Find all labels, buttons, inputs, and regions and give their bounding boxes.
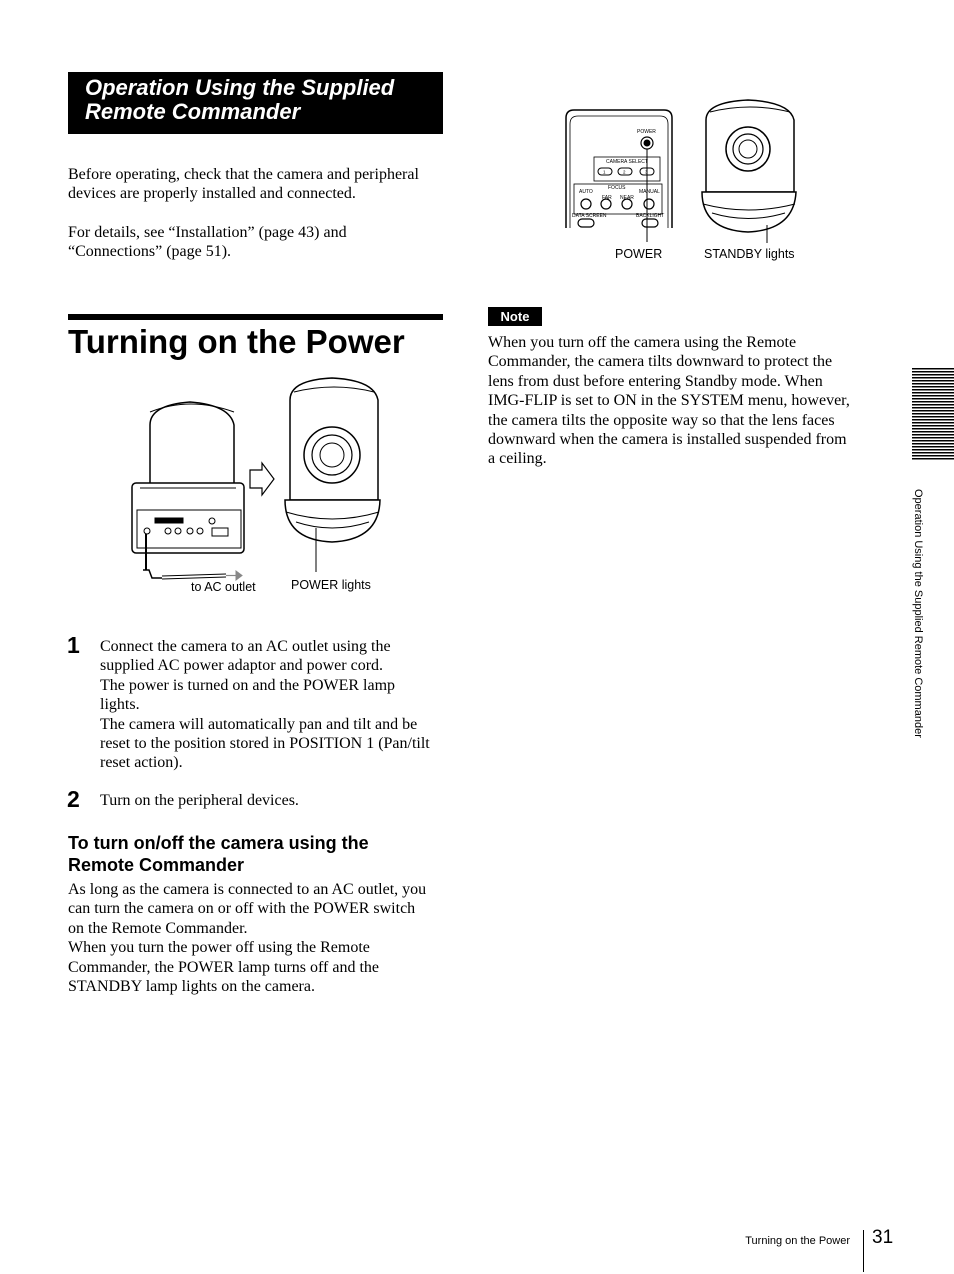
text-line: a ceiling. bbox=[488, 450, 547, 468]
remote-backlight-label: BACKLIGHT bbox=[636, 213, 665, 219]
text-line: When you turn off the camera using the Remote bbox=[488, 334, 797, 351]
text-line: lens from dust before entering Standby mode. When bbox=[488, 372, 823, 390]
remote-btn2-label: 2 bbox=[623, 169, 626, 175]
remote-manual-label: MANUAL bbox=[639, 189, 660, 195]
remote-camera-select-label: CAMERA SELECT bbox=[606, 159, 648, 165]
text-line: downward when the camera is installed suspended from bbox=[488, 431, 847, 449]
figure-label-ac-outlet: to AC outlet bbox=[191, 580, 256, 594]
text-line: on the Remote Commander. bbox=[68, 919, 248, 937]
step-2-text bbox=[100, 791, 450, 810]
text-line: devices are properly installed and connected. bbox=[68, 185, 356, 203]
text-line: IMG-FLIP is set to ON in the SYSTEM menu, however, bbox=[488, 392, 850, 410]
text-line: Commander, the POWER lamp turns off and the bbox=[68, 958, 380, 976]
text-line: Turn on the peripheral devices. bbox=[100, 792, 299, 809]
remote-data-screen-label: DATA SCREEN bbox=[572, 213, 607, 219]
text-line: can turn the camera on or off with the POWER switch bbox=[68, 900, 416, 918]
text-line: Before operating, check that the camera and peripheral bbox=[68, 166, 419, 183]
figure-label-power-lights: POWER lights bbox=[291, 578, 371, 592]
subheading bbox=[68, 832, 448, 876]
text-line: the camera tilts the opposite way so that the lens faces bbox=[488, 411, 835, 429]
section-banner-line1: Operation Using the Supplied bbox=[85, 75, 395, 100]
section-banner-line2: Remote Commander bbox=[85, 99, 301, 124]
figure-label-power: POWER bbox=[615, 247, 663, 261]
remote-auto-label: AUTO bbox=[579, 189, 593, 195]
remote-focus-label: FOCUS bbox=[608, 185, 626, 191]
remote-btn1-label: 1 bbox=[603, 169, 606, 175]
text-line: The camera will automatically pan and tilt and be bbox=[100, 715, 418, 733]
text-line: “Connections” (page 51). bbox=[68, 243, 232, 261]
subsection-paragraph bbox=[68, 880, 452, 996]
figure-label-standby-lights: STANDBY lights bbox=[704, 247, 795, 261]
text-line: reset action). bbox=[100, 754, 183, 772]
text-line: Commander, the camera tilts downward to protect the bbox=[488, 353, 833, 371]
page-heading: Turning on the Power bbox=[68, 323, 405, 360]
step-number: 2 bbox=[67, 786, 80, 812]
page-number: 31 bbox=[872, 1227, 894, 1248]
text-line: For details, see “Installation” (page 43) and bbox=[68, 224, 347, 241]
camera-standby-illustration bbox=[702, 100, 796, 243]
footer-divider bbox=[863, 1230, 864, 1272]
text-line: When you turn the power off using the Remote bbox=[68, 939, 370, 957]
step-number: 1 bbox=[67, 632, 80, 658]
text-line: lights. bbox=[100, 696, 140, 714]
footer-section-label: Turning on the Power bbox=[745, 1235, 850, 1247]
note-badge: Note bbox=[488, 307, 542, 326]
subheading-line2: Remote Commander bbox=[68, 855, 245, 875]
remote-near-label: NEAR bbox=[620, 195, 634, 201]
text-line: As long as the camera is connected to an AC outlet, you bbox=[68, 881, 427, 898]
step-1-text bbox=[100, 637, 450, 773]
side-tab-label: Operation Using the Supplied Remote Commander bbox=[912, 489, 924, 738]
note-text bbox=[488, 333, 878, 469]
remote-far-label: FAR bbox=[602, 195, 612, 201]
remote-commander-illustration bbox=[566, 110, 672, 242]
subheading-line1: To turn on/off the camera using the bbox=[68, 833, 369, 853]
side-tab-marker bbox=[912, 368, 954, 460]
remote-power-label: POWER bbox=[637, 129, 656, 135]
text-line: reset to the position stored in POSITION 1 (Pan/tilt bbox=[100, 735, 430, 753]
text-line: Connect the camera to an AC outlet using the bbox=[100, 638, 391, 655]
text-line: The power is turned on and the POWER lamp bbox=[100, 676, 396, 694]
text-line: STANDBY lamp lights on the camera. bbox=[68, 978, 315, 996]
remote-btn3-label: 3 bbox=[645, 169, 648, 175]
text-line: supplied AC power adaptor and power cord. bbox=[100, 657, 384, 675]
